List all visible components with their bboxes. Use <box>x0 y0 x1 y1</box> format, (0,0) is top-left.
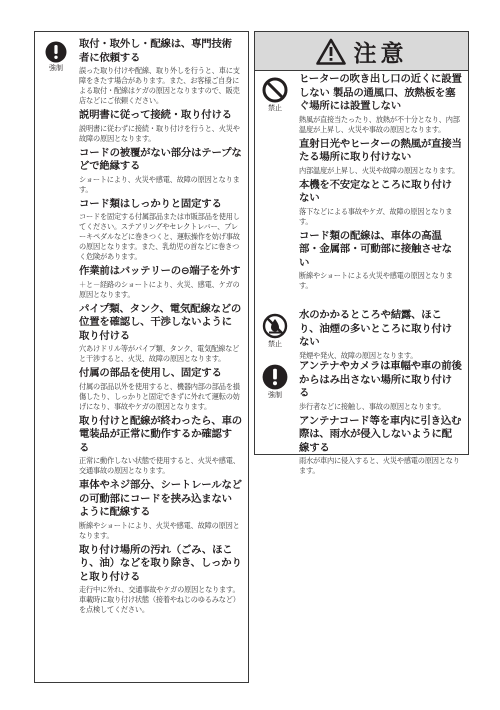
item <box>79 415 242 477</box>
item-heading: 直射日光やヒーターの熱風が直接当たる場所に取り付けない <box>299 137 462 163</box>
icon-label: 強制 <box>49 64 63 72</box>
item <box>299 360 462 412</box>
item-heading: 本機を不安定なところに取り付けない <box>299 178 452 204</box>
item-heading: ヒーターの吹き出し口の近くに設置しない 製品の通風口、放熱板を塞ぐ場所には設置しない <box>299 73 462 112</box>
icon-label: 禁止 <box>268 104 282 112</box>
item <box>79 147 242 195</box>
item-heading: コードの被覆がない部分はテープなどで絶縁する <box>79 146 242 172</box>
item-body: 付属の部品以外を使用すると、機器内部の部品を損傷したり、しっかりと固定できずに外れて運転の妨げになり、事故やケガの原因となります。 <box>79 381 240 411</box>
item <box>79 38 242 106</box>
item <box>79 544 242 616</box>
item <box>79 367 242 412</box>
caution-right-panel <box>254 31 469 475</box>
item-body: 歩行者などに接触し、事故の原因となります。 <box>299 401 446 411</box>
item-body: 穴あけドリル等がパイプ類、タンク、電気配線などと干渉すると、火災、故障の原因となります。 <box>79 344 240 363</box>
item-heading: パイプ類、タンク、電気配線などの位置を確認し、干渉しないように取り付ける <box>79 302 242 342</box>
left-items <box>79 38 242 618</box>
item-body: 発煙や発火、故障の原因となります。 <box>299 350 418 360</box>
mandatory-icon-wrap <box>39 41 73 73</box>
item <box>299 179 462 227</box>
item <box>299 138 462 176</box>
item <box>79 479 242 541</box>
item-heading: 作業前はバッテリーの⊖端子を外す <box>79 265 241 277</box>
item-body: ショートにより、火災や感電、故障の原因となります。 <box>79 174 240 194</box>
icon-label: 強制 <box>268 391 282 399</box>
right-group-mandatory <box>299 360 462 479</box>
item-body: 断線やショートにより、火災や感電、故障の原因となります。 <box>79 520 240 540</box>
item-body: ＋と－経路のショートにより、火災、感電、ケガの原因となります。 <box>79 279 240 299</box>
mandatory-icon <box>45 41 67 63</box>
right-group-prohibit <box>299 73 462 294</box>
item-heading: 取り付け場所の汚れ（ごみ、ほこり、油）などを取り除き、しっかりと取り付ける <box>79 543 242 583</box>
item-body: 正常に動作しない状態で使用すると、火災や感電、交通事故の原因となります。 <box>79 456 240 475</box>
no-symbol-icon <box>262 77 288 103</box>
item <box>299 415 462 477</box>
item <box>79 198 242 263</box>
item-heading: コード類はしっかりと固定する <box>79 197 222 210</box>
item-body: 断線やショートによる火災や感電の原因となります。 <box>299 271 453 290</box>
item <box>79 265 242 300</box>
item-heading: アンテナやカメラは車幅や車の前後からはみ出さない場所に取り付ける <box>299 360 462 399</box>
item-heading: アンテナコード等を車内に引き込む際は、雨水が侵入しないように配線する <box>299 414 462 454</box>
mandatory-icon <box>262 364 288 390</box>
item <box>79 109 242 144</box>
warning-triangle-icon <box>316 38 346 65</box>
item-body: 走行中に外れ、交通事故やケガの原因となります。車載時に取り付け状態（接着やねじのゆるみなど）を点検してください。 <box>79 585 240 614</box>
item-heading: 水のかかるところや結露、ほこり、油煙の多いところに取り付けない <box>299 309 452 348</box>
item-body: 雨水が車内に侵入すると、火災や感電の原因となります。 <box>299 456 460 475</box>
caution-left-panel <box>34 31 249 683</box>
item <box>299 309 462 361</box>
item-body: 落下などによる事故やケガ、故障の原因となります。 <box>299 206 453 226</box>
item-body: コードを固定する付属部品または市販部品を使用してください。ステアリングやセレクトレバー、ブレーキペダルなどに巻きつくと、運転操作を妨げ事故の原因となります。また、乳幼児の首などに巻きつく危険があります。 <box>79 212 240 261</box>
item-heading: 付属の部品を使用し、固定する <box>79 367 222 379</box>
no-water-icon-wrap <box>258 313 292 349</box>
item-body: 内部温度が上昇し、火災や故障の原因となります。 <box>299 165 460 175</box>
icon-label: 禁止 <box>268 340 282 348</box>
caution-banner <box>255 32 468 71</box>
item-body: 熱風が直接当たったり、放熱が不十分となり、内部温度が上昇し、火災や事故の原因となります。 <box>299 114 460 134</box>
item-heading: 取り付けと配線が終わったら、車の電装品が正常に動作するか確認する <box>79 414 242 454</box>
banner-title: 注意 <box>353 40 408 67</box>
item-heading: コード類の配線は、車体の高温部・金属部・可動部に接触させない <box>299 229 452 269</box>
item-body: 誤った取り付けや配線、取り外しを行うと、車に支障をきたす場合があります。また、お客様ご自身による取付・配線はケガの原因となりますので、販売店などにご依頼ください。 <box>79 66 240 105</box>
mandatory-icon-wrap <box>258 364 292 400</box>
item-heading: 取付・取外し・配線は、専門技術者に依頼する <box>79 38 232 64</box>
item <box>79 303 242 365</box>
prohibition-icon-wrap <box>258 77 292 113</box>
item <box>299 73 462 135</box>
item-body: 説明書に従わずに接続・取り付けを行うと、火災や故障の原因となります。 <box>79 123 240 143</box>
no-water-icon <box>262 313 288 339</box>
item <box>299 230 462 292</box>
item-heading: 車体やネジ部分、シートレールなどの可動部にコードを挟み込まないように配線する <box>79 479 242 518</box>
item-heading: 説明書に従って接続・取り付ける <box>79 109 232 121</box>
right-group-nowater <box>299 309 462 364</box>
